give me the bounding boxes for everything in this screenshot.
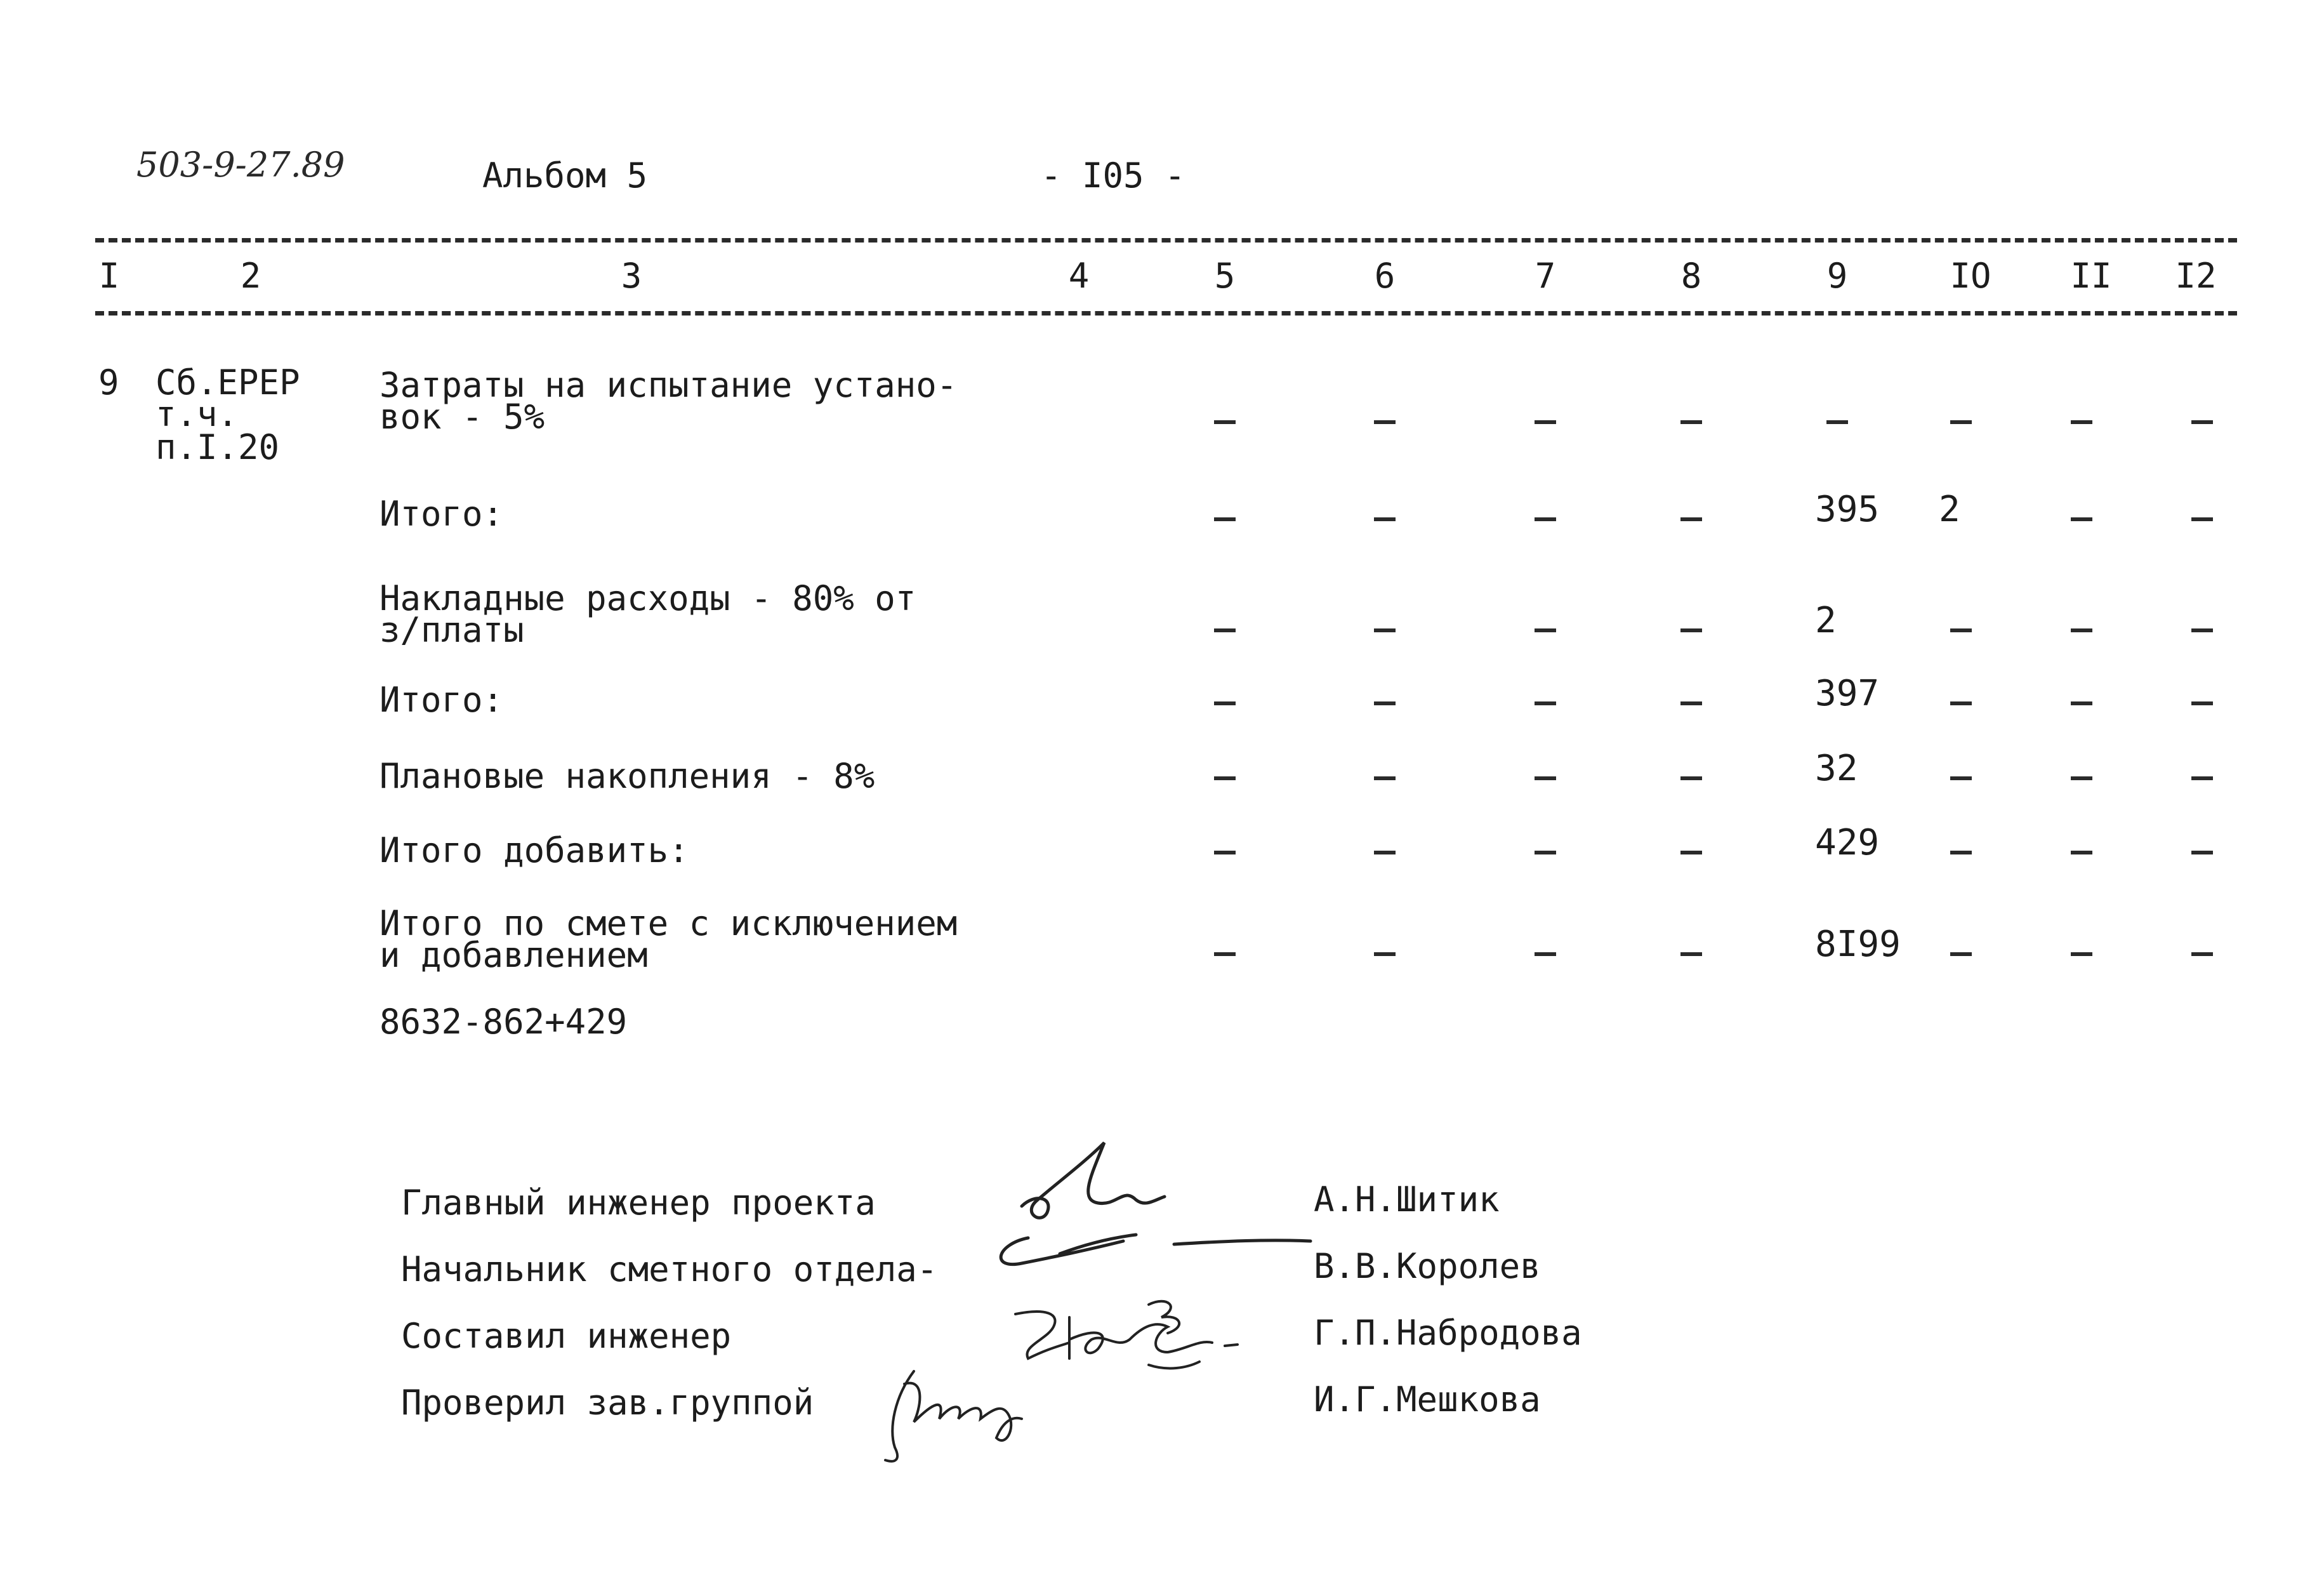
cell-empty-dash: [1535, 517, 1556, 521]
cell-empty-dash: [1680, 701, 1702, 705]
cell-empty-dash: [1374, 517, 1396, 521]
cell-empty-dash: [1680, 851, 1702, 854]
column-header-1: I: [98, 256, 120, 296]
cell-empty-dash: [1680, 952, 1702, 956]
row-6-label: Итого добавить:: [380, 830, 689, 870]
column-header-7: 7: [1535, 256, 1556, 296]
cell-empty-dash: [1680, 776, 1702, 780]
cell-empty-dash: [1680, 420, 1702, 424]
cell-value: 397: [1815, 673, 1880, 714]
column-header-12: I2: [2175, 256, 2217, 296]
signature-name-3: Г.П.Набродова: [1314, 1313, 1582, 1353]
signature-name-1: А.Н.Шитик: [1314, 1180, 1500, 1219]
cell-empty-dash: [1826, 420, 1848, 424]
cell-empty-dash: [1535, 420, 1556, 424]
cell-empty-dash: [1374, 628, 1396, 632]
row-7-label-line-1: Итого по смете с исключением: [380, 903, 958, 943]
cell-empty-dash: [1214, 517, 1236, 521]
cell-empty-dash: [1214, 851, 1236, 854]
cell-empty-dash: [2071, 952, 2092, 956]
signature-scribble-2: [984, 1225, 1314, 1282]
cell-empty-dash: [2191, 776, 2213, 780]
cell-empty-dash: [1374, 701, 1396, 705]
column-header-3: 3: [621, 256, 642, 296]
signature-role-1: Главный инженер проекта: [401, 1183, 876, 1223]
row-1-label-line-1: Затраты на испытание устано-: [380, 365, 958, 405]
row-4-label: Итого:: [380, 680, 504, 720]
cell-empty-dash: [2191, 952, 2213, 956]
row-1-label-line-2: вок - 5%: [380, 397, 545, 437]
cell-empty-dash: [1214, 776, 1236, 780]
signature-role-2: Начальник сметного отдела-: [401, 1249, 938, 1289]
table-top-rule: [95, 238, 2237, 243]
signature-role-3: Составил инженер: [401, 1316, 732, 1356]
item-ref-line-3: п.I.20: [155, 427, 280, 467]
cell-empty-dash: [1214, 420, 1236, 424]
signature-name-2: В.В.Королев: [1314, 1246, 1541, 1286]
cell-empty-dash: [2071, 776, 2092, 780]
signature-scribble-3: [1009, 1289, 1250, 1378]
cell-empty-dash: [2071, 420, 2092, 424]
cell-value: 32: [1815, 748, 1858, 789]
formula: 8632-862+429: [380, 1002, 628, 1042]
column-header-8: 8: [1680, 256, 1702, 296]
cell-empty-dash: [1214, 701, 1236, 705]
column-header-5: 5: [1214, 256, 1236, 296]
column-header-4: 4: [1068, 256, 1090, 296]
cell-value: 429: [1815, 822, 1880, 863]
cell-empty-dash: [2071, 701, 2092, 705]
signature-scribble-4: [876, 1359, 1041, 1466]
cell-empty-dash: [1535, 628, 1556, 632]
cell-empty-dash: [1214, 952, 1236, 956]
cell-empty-dash: [1535, 851, 1556, 854]
cell-empty-dash: [2071, 851, 2092, 854]
row-3-label-line-2: з/платы: [380, 610, 524, 650]
cell-empty-dash: [1950, 420, 1972, 424]
cell-value: 2: [1939, 489, 1960, 530]
cell-empty-dash: [1950, 776, 1972, 780]
cell-value: 2: [1815, 600, 1837, 641]
cell-empty-dash: [1535, 701, 1556, 705]
signature-name-4: И.Г.Мешкова: [1314, 1379, 1541, 1419]
cell-empty-dash: [2191, 628, 2213, 632]
cell-empty-dash: [1374, 952, 1396, 956]
cell-empty-dash: [1374, 420, 1396, 424]
column-header-10: IO: [1950, 256, 1991, 296]
column-header-11: II: [2070, 256, 2112, 296]
cell-empty-dash: [1950, 851, 1972, 854]
item-ref-line-1: Сб.ЕРЕР: [155, 362, 300, 402]
cell-empty-dash: [2191, 851, 2213, 854]
table-header-rule: [95, 311, 2237, 316]
page-number: - I05 -: [1041, 156, 1185, 196]
cell-empty-dash: [2191, 701, 2213, 705]
album-label: Альбом 5: [482, 156, 648, 196]
cell-empty-dash: [2071, 628, 2092, 632]
item-number: 9: [98, 362, 119, 402]
cell-empty-dash: [1214, 628, 1236, 632]
cell-empty-dash: [1680, 628, 1702, 632]
signature-role-4: Проверил зав.группой: [401, 1383, 814, 1423]
cell-empty-dash: [1535, 952, 1556, 956]
cell-empty-dash: [1950, 628, 1972, 632]
cell-empty-dash: [2191, 420, 2213, 424]
cell-empty-dash: [2071, 517, 2092, 521]
signature-scribble-1: [1009, 1136, 1174, 1232]
cell-empty-dash: [1374, 776, 1396, 780]
row-5-label: Плановые накопления - 8%: [380, 756, 875, 796]
row-7-label-line-2: и добавлением: [380, 935, 648, 975]
cell-empty-dash: [1535, 776, 1556, 780]
column-header-2: 2: [240, 256, 261, 296]
column-header-9: 9: [1826, 256, 1848, 296]
cell-value: 8I99: [1815, 924, 1901, 965]
cell-empty-dash: [1374, 851, 1396, 854]
cell-value: 395: [1815, 489, 1880, 530]
row-3-label-line-1: Накладные расходы - 80% от: [380, 578, 916, 618]
cell-empty-dash: [1950, 701, 1972, 705]
cell-empty-dash: [1950, 952, 1972, 956]
document-code-handwritten: 503-9-27.89: [136, 145, 345, 185]
column-header-6: 6: [1374, 256, 1396, 296]
item-ref-line-2: т.ч.: [155, 394, 239, 434]
cell-empty-dash: [2191, 517, 2213, 521]
row-2-label: Итого:: [380, 494, 504, 534]
cell-empty-dash: [1680, 517, 1702, 521]
